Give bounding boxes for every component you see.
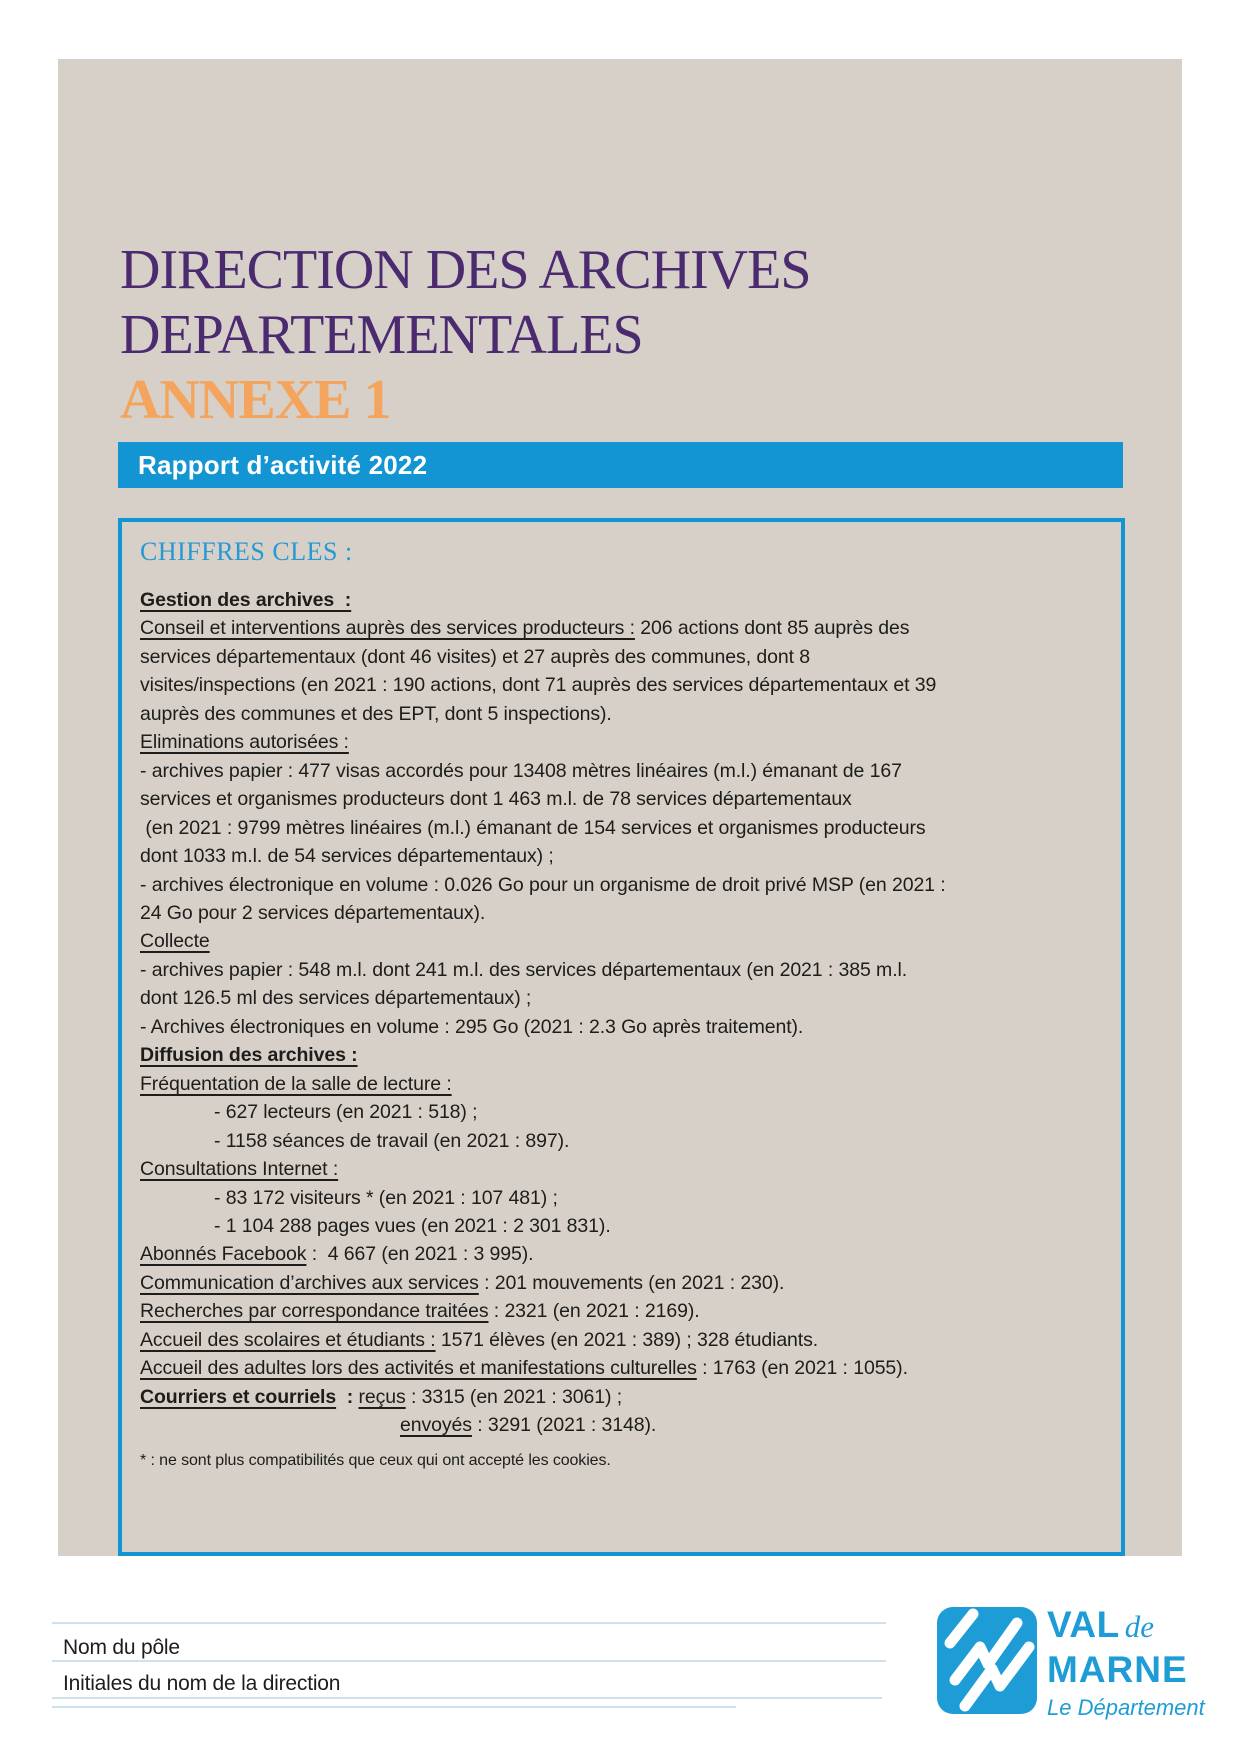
footer-field-pole-label: Nom du pôle xyxy=(63,1636,180,1659)
val-de-marne-logo-text xyxy=(1047,1604,1205,1721)
annexe-heading: ANNEXE 1 xyxy=(120,369,391,431)
key-figure-line: Conseil et interventions auprès des services producteurs : 206 actions dont 85 auprès des xyxy=(140,617,910,640)
key-figure-line: - archives électronique en volume : 0.026 Go pour un organisme de droit privé MSP (en 2021 : xyxy=(140,873,946,896)
footer-rule-2 xyxy=(52,1660,886,1662)
document-title xyxy=(120,238,810,433)
key-figure-line: Recherches par correspondance traitées : 2321 (en 2021 : 2169). xyxy=(140,1300,700,1323)
key-figure-line: Collecte xyxy=(140,930,210,953)
logo-marne: MARNE xyxy=(1047,1649,1188,1690)
footer-rule-4 xyxy=(52,1706,736,1708)
title-line-2: DEPARTEMENTALES xyxy=(120,304,643,366)
key-figure-line: 24 Go pour 2 services départementaux). xyxy=(140,901,486,924)
footer-rule-3 xyxy=(52,1697,882,1699)
key-figure-line: auprès des communes et des EPT, dont 5 inspections). xyxy=(140,702,612,725)
key-figure-line: visites/inspections (en 2021 : 190 actions, dont 71 auprès des services départementaux et 39 xyxy=(140,674,937,697)
key-figure-line: Accueil des scolaires et étudiants : 1571 élèves (en 2021 : 389) ; 328 étudiants. xyxy=(140,1328,819,1351)
cookies-footnote: * : ne sont plus compatibilités que ceux qui ont accepté les cookies. xyxy=(140,1451,611,1469)
key-figure-line: services et organismes producteurs dont 1 463 m.l. de 78 services départementaux xyxy=(140,788,852,811)
key-figure-line: dont 1033 m.l. de 54 services départementaux) ; xyxy=(140,845,554,868)
report-banner-label: Rapport d’activité 2022 xyxy=(138,450,428,480)
key-figure-line: Communication d’archives aux services : 201 mouvements (en 2021 : 230). xyxy=(140,1271,785,1294)
key-figure-line: - archives papier : 477 visas accordés pour 13408 mètres linéaires (m.l.) émanant de 167 xyxy=(140,759,902,782)
key-figure-line: Gestion des archives : xyxy=(140,589,352,611)
key-figure-line: - archives papier : 548 m.l. dont 241 m.l. des services départementaux (en 2021 : 385 m.l. xyxy=(140,958,908,981)
logo-val: VAL xyxy=(1047,1604,1120,1645)
key-figure-line: Eliminations autorisées : xyxy=(140,731,349,754)
key-figure-line: Abonnés Facebook : 4 667 (en 2021 : 3 995). xyxy=(140,1243,534,1266)
key-figure-line: Accueil des adultes lors des activités et manifestations culturelles : 1763 (en 2021 : 1055). xyxy=(140,1357,908,1380)
key-figure-line: dont 126.5 ml des services départementaux) ; xyxy=(140,987,532,1010)
key-figure-line: - Archives électroniques en volume : 295 Go (2021 : 2.3 Go après traitement). xyxy=(140,1015,804,1038)
val-de-marne-logo-icon xyxy=(937,1607,1037,1714)
key-figure-line: (en 2021 : 9799 mètres linéaires (m.l.) émanant de 154 services et organismes producteurs xyxy=(140,816,926,839)
key-figure-line: services départementaux (dont 46 visites) et 27 auprès des communes, dont 8 xyxy=(140,645,810,668)
key-figure-line: - 83 172 visiteurs * (en 2021 : 107 481) ; xyxy=(214,1186,558,1209)
key-figure-line: Fréquentation de la salle de lecture : xyxy=(140,1072,452,1095)
key-figure-line: - 1 104 288 pages vues (en 2021 : 2 301 831). xyxy=(214,1214,611,1237)
key-figure-line: - 627 lecteurs (en 2021 : 518) ; xyxy=(214,1101,478,1124)
key-figures-heading: CHIFFRES CLES : xyxy=(140,537,353,566)
title-line-1: DIRECTION DES ARCHIVES xyxy=(120,239,811,301)
logo-tagline: Le Département xyxy=(1047,1695,1205,1720)
key-figure-line: envoyés : 3291 (2021 : 3148). xyxy=(400,1414,657,1437)
report-banner xyxy=(118,442,1123,488)
key-figure-line: Diffusion des archives : xyxy=(140,1044,358,1067)
key-figures-lines xyxy=(140,586,1103,1440)
key-figures-box xyxy=(118,518,1125,1556)
footer-rule-1 xyxy=(52,1622,886,1624)
logo-de: de xyxy=(1124,1609,1155,1644)
key-figure-line: Consultations Internet : xyxy=(140,1158,339,1181)
key-figure-line: Courriers et courriels : reçus : 3315 (en 2021 : 3061) ; xyxy=(140,1385,623,1408)
key-figure-line: - 1158 séances de travail (en 2021 : 897). xyxy=(214,1129,570,1152)
footer-field-direction-label: Initiales du nom de la direction xyxy=(63,1672,341,1695)
val-de-marne-logo xyxy=(937,1604,1205,1721)
